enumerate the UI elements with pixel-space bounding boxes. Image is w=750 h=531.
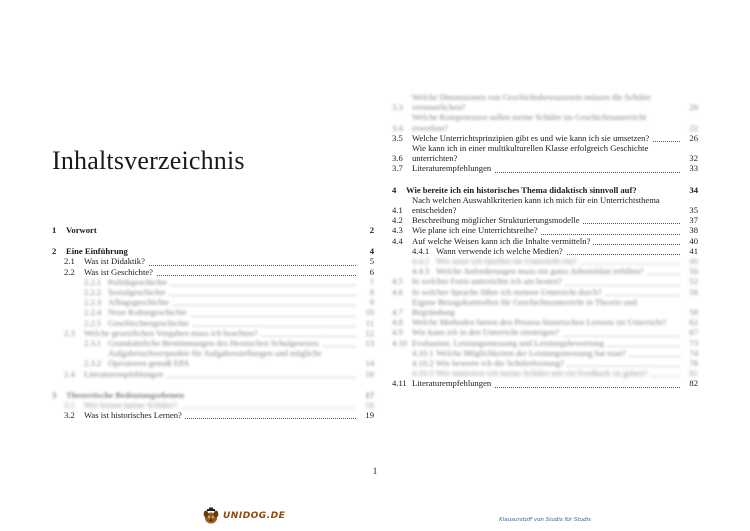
toc-entry-page: 14 [365,358,374,369]
toc-entry-page: 62 [689,317,698,328]
toc-entry-title: Auf welche Weisen kann ich die Inhalte vermitteln? [412,236,593,246]
toc-entry[interactable] [392,266,698,276]
logo-text: UNIDOG.DE [223,511,286,521]
toc-entry-title-wrap [108,318,356,328]
toc-entry-title-wrap [436,368,680,378]
toc-entry-number: 4.4 [392,235,403,246]
toc-entry[interactable] [52,277,374,287]
toc-entry[interactable] [392,185,698,195]
toc-entry[interactable] [392,215,698,225]
toc-entry-number: 3.1 [64,400,75,411]
toc-entry-number: 2.2 [64,266,75,277]
toc-entry[interactable] [392,297,698,317]
toc-column-right [392,92,698,389]
toc-entry-page: 13 [365,338,374,349]
toc-entry[interactable] [392,133,698,143]
toc-entry[interactable] [52,256,374,266]
toc-entry-number: 4.9 [392,327,403,338]
toc-entry-title: Was ist historisches Lernen? [84,410,185,420]
toc-entry-title: Politikgeschichte [108,277,170,287]
toc-entry-number: 4.8 [392,317,403,328]
toc-entry-title: Eine Einführung [66,246,131,256]
toc-entry-title: Wie setze ich Quellen im Unterricht ein? [436,256,579,266]
toc-entry-title-wrap [108,338,356,348]
toc-entry[interactable] [392,338,698,348]
toc-entry-title: Evaluation, Leistungsmessung und Leistungsbewertung [412,338,607,348]
toc-entry-title-wrap [412,92,680,112]
toc-entry[interactable] [392,112,698,132]
toc-entry-title-wrap [108,348,356,368]
toc-entry-page: 58 [689,307,698,318]
toc-entry-title: Sozialgeschichte [108,287,169,297]
toc-entry-page: 50 [689,266,698,277]
toc-entry-number: 2.2.3 [84,297,102,308]
toc-entry[interactable] [392,317,698,327]
toc-entry-number: 4.10 [392,337,408,348]
toc-entry-title: Welche Unterrichtsprinzipien gibt es und wie kann ich sie umsetzen? [412,133,652,143]
toc-entry-title: Was ist Geschichte? [84,267,156,277]
toc-entry-page: 40 [689,235,698,246]
toc-entry-page: 73 [689,337,698,348]
toc-entry-page: 46 [689,256,698,267]
toc-entry-number: 3.2 [64,410,75,421]
toc-entry-page: 22 [689,122,698,133]
toc-entry-title-wrap [436,256,680,266]
toc-entry-page: 17 [365,389,374,400]
toc-entry-title-wrap [412,143,680,163]
toc-entry-title: Nach welchen Auswahlkriterien kann ich mich für ein Unterrichtsthema entscheiden? [412,194,660,216]
toc-entry-number: 2.3 [64,327,75,338]
toc-entry-number: 2.2.1 [84,276,102,287]
toc-entry-page: 9 [369,297,374,308]
toc-entry[interactable] [52,246,374,256]
toc-entry-page: 2 [369,225,374,235]
toc-entry-page: 56 [689,286,698,297]
toc-entry-page: 67 [689,327,698,338]
toc-entry-page: 35 [689,205,698,216]
toc-entry-title: Wie bewerte ich die Schülerleistung? [436,358,567,368]
toc-entry-number: 3.4 [392,122,403,133]
toc-entry-title: Welche Methoden bieten den Prozess historischen Lernens im Unterricht? [412,317,670,327]
toc-entry-number: 4.5 [392,276,403,287]
toc-entry-number: 2.3.2 [84,358,102,369]
toc-entry-title: Alltagsgeschichte [108,297,172,307]
toc-entry-title-wrap [108,307,356,317]
toc-entry-title-wrap [412,133,680,143]
toc-entry-page: 81 [689,368,698,379]
toc-entry-number: 4.1 [392,205,403,216]
toc-entry[interactable] [52,287,374,297]
toc-entry-title: Geschlechtergeschichte [108,318,192,328]
toc-entry-number: 4.2 [392,215,403,226]
toc-entry-title-wrap [66,390,356,400]
toc-entry-page: 37 [689,215,698,226]
toc-entry-title-wrap [84,400,356,410]
toc-entry[interactable] [52,390,374,400]
toc-entry-title-wrap [412,236,680,246]
toc-entry-page: 38 [689,225,698,236]
toc-entry-number: 4.7 [392,307,403,318]
toc-entry[interactable] [392,246,698,256]
toc-entry-title-wrap [108,287,356,297]
toc-entry[interactable] [52,400,374,410]
toc-entry-number: 3.3 [392,102,403,113]
toc-entry-title: Wie bereite ich ein historisches Thema didaktisch sinnvoll auf? [406,185,640,195]
toc-entry-page: 41 [689,245,698,256]
toc-entry-page: 26 [689,132,698,143]
toc-entry-number: 2.3.1 [84,338,102,349]
toc-entry-number: 3.5 [392,132,403,143]
toc-entry-number: 1 [52,225,57,235]
toc-entry-page: 16 [365,368,374,379]
toc-entry-page: 78 [689,358,698,369]
toc-entry[interactable] [52,348,374,368]
toc-entry[interactable] [392,225,698,235]
toc-entry-title-wrap [412,215,680,225]
toc-entry[interactable] [392,287,698,297]
toc-entry-title: Wann verwende ich welche Medien? [436,246,566,256]
toc-entry[interactable] [392,276,698,286]
toc-entry[interactable] [52,410,374,420]
toc-entry-title: Welche Möglichkeiten der Leistungsmessung hat man? [436,348,629,358]
toc-entry[interactable] [392,256,698,266]
toc-entry-title-wrap [108,297,356,307]
toc-entry-title: Welche Anforderungen muss ein gutes Arbeitsblatt erfüllen? [436,266,646,276]
toc-entry-title-wrap [436,358,680,368]
toc-entry-title-wrap [412,378,680,388]
toc-entry-title-wrap [412,195,680,215]
toc-entry-title: Wie lernen meine Schüler? [84,400,180,410]
toc-entry-number: 4.10.3 [412,368,434,379]
toc-entry-title-wrap [412,112,680,132]
toc-entry-title-wrap [436,348,680,358]
toc-entry-page: 4 [369,246,374,257]
toc-entry-title: Literaturempfehlungen [412,378,494,388]
toc-entry[interactable] [52,297,374,307]
toc-entry-title-wrap [84,256,356,266]
toc-entry-page: 34 [689,184,698,195]
toc-entry-title-wrap [436,246,680,256]
toc-entry-title-wrap [412,225,680,235]
footer-tagline: Klausurstoff von Studis für Studis [499,517,591,523]
toc-entry[interactable] [392,143,698,163]
toc-entry-title-wrap [412,163,680,173]
toc-entry-title: In welcher Form unterrichte ich am besten? [412,276,565,286]
toc-entry[interactable] [392,368,698,378]
toc-entry-number: 2.2.2 [84,287,102,298]
toc-entry-number: 3.7 [392,163,403,174]
toc-entry-title: Wie motiviere ich meine Schüler mit ein Feedback zu geben? [436,368,650,378]
toc-entry-page: 18 [365,400,374,411]
toc-entry-number: 4.4.1 [412,245,430,256]
toc-entry-title: Grundsätzliche Bestimmungen des Hessischen Schulgesetzes [108,338,322,348]
toc-entry-title-wrap [412,287,680,297]
toc-entry[interactable] [52,318,374,328]
toc-entry-title: Wie kann ich in einer multikulturellen Klasse erfolgreich Geschichte unterrichten? [412,143,649,164]
toc-entry-page: 52 [689,276,698,287]
toc-entry-title: Welche Dimensionen von Geschichtsbewusstsein müssen die Schüler verinnerlichen? [412,92,651,113]
toc-entry[interactable] [52,369,374,379]
toc-entry[interactable] [52,225,374,235]
dog-mascot-icon [201,506,221,526]
toc-entry-title-wrap [84,369,356,379]
toc-entry-title-wrap [412,317,680,327]
toc-entry[interactable] [392,92,698,112]
toc-entry[interactable] [392,236,698,246]
toc-entry-title: Literaturempfehlungen [84,369,166,379]
toc-entry[interactable] [392,163,698,173]
toc-entry-title: Was ist Didaktik? [84,256,148,266]
toc-entry[interactable] [392,348,698,358]
toc-entry-title: In welcher Sprache führe ich meinen Unterricht durch? [412,287,605,297]
toc-entry-title: Welche gesetzlichen Vorgaben muss ich beachten? [84,328,261,338]
toc-entry[interactable] [392,195,698,215]
page-title: Inhaltsverzeichnis [52,146,245,175]
toc-entry-number: 4.10.1 [412,347,434,358]
toc-entry-page: 5 [369,256,374,267]
toc-entry-title: Theoretische Bedeutungsebenen [66,390,187,400]
toc-entry-page: 6 [369,266,374,277]
toc-entry-number: 4.4.3 [412,266,430,277]
toc-entry-page: 7 [369,276,374,287]
toc-entry-title-wrap [108,277,356,287]
toc-column-left [52,214,374,420]
toc-entry-title-wrap [406,185,680,195]
toc-entry[interactable] [52,328,374,338]
toc-entry-number: 4.6 [392,286,403,297]
toc-entry[interactable] [392,327,698,337]
toc-entry[interactable] [52,307,374,317]
toc-entry-title: Welche Kompetenzen sollen meine Schüler im Geschichtsunterricht erwerben? [412,112,647,133]
toc-entry-page: 12 [365,327,374,338]
toc-entry-title-wrap [84,267,356,277]
toc-entry-number: 2 [52,246,57,257]
toc-entry-number: 4.3 [392,225,403,236]
toc-entry-title: Aufgabenschwerpunkte für Aufgabenstellungen und mögliche Operatoren gemäß EPA [108,348,322,369]
toc-entry-page: 32 [689,153,698,164]
toc-entry-page: 11 [365,317,374,328]
toc-entry-title-wrap [412,338,680,348]
toc-entry[interactable] [392,358,698,368]
toc-entry-title: Beschreibung möglicher Strukturierungsmodelle [412,215,583,225]
toc-entry-title: Vorwort [66,225,100,235]
toc-entry-page: 20 [689,102,698,113]
toc-entry-title-wrap [436,266,680,276]
toc-entry-number: 3 [52,389,57,400]
toc-entry-title-wrap [412,276,680,286]
toc-entry-number: 2.1 [64,256,75,267]
toc-entry-title: Literaturempfehlungen [412,163,494,173]
toc-entry-title: Neue Kulturgeschichte [108,307,190,317]
toc-entry[interactable] [392,378,698,388]
toc-entry-title-wrap [84,410,356,420]
toc-entry-page: 33 [689,163,698,174]
toc-entry-title-wrap [84,328,356,338]
toc-entry-number: 3.6 [392,153,403,164]
toc-entry-title: Eigene Bezugskontrollen für Geschichtsunterricht in Theorie und Begründung [412,296,637,318]
toc-entry-page: 10 [365,307,374,318]
page-number: 1 [372,466,378,476]
toc-entry-number: 2.4 [64,368,75,379]
toc-entry[interactable] [52,267,374,277]
toc-entry-title: Wie kann ich in den Unterricht einsteigen? [412,327,562,337]
toc-entry-number: 4 [392,184,397,195]
toc-entry-page: 82 [689,378,698,389]
toc-entry-title-wrap [412,327,680,337]
toc-entry-title-wrap [66,246,356,256]
toc-entry-number: 4.11 [392,378,407,389]
toc-entry[interactable] [52,338,374,348]
unidog-logo[interactable] [201,505,285,527]
toc-entry-title: Wie plane ich eine Unterrichtsreihe? [412,225,541,235]
toc-entry-title-wrap [66,225,356,235]
toc-entry-number: 4.10.2 [412,358,434,369]
toc-entry-number: 2.2.5 [84,317,102,328]
toc-entry-title-wrap [412,297,680,317]
toc-entry-page: 8 [369,287,374,298]
toc-entry-number: 2.2.4 [84,307,102,318]
toc-entry-page: 19 [365,410,374,421]
toc-entry-number: 4.4.2 [412,256,430,267]
toc-entry-page: 74 [689,347,698,358]
